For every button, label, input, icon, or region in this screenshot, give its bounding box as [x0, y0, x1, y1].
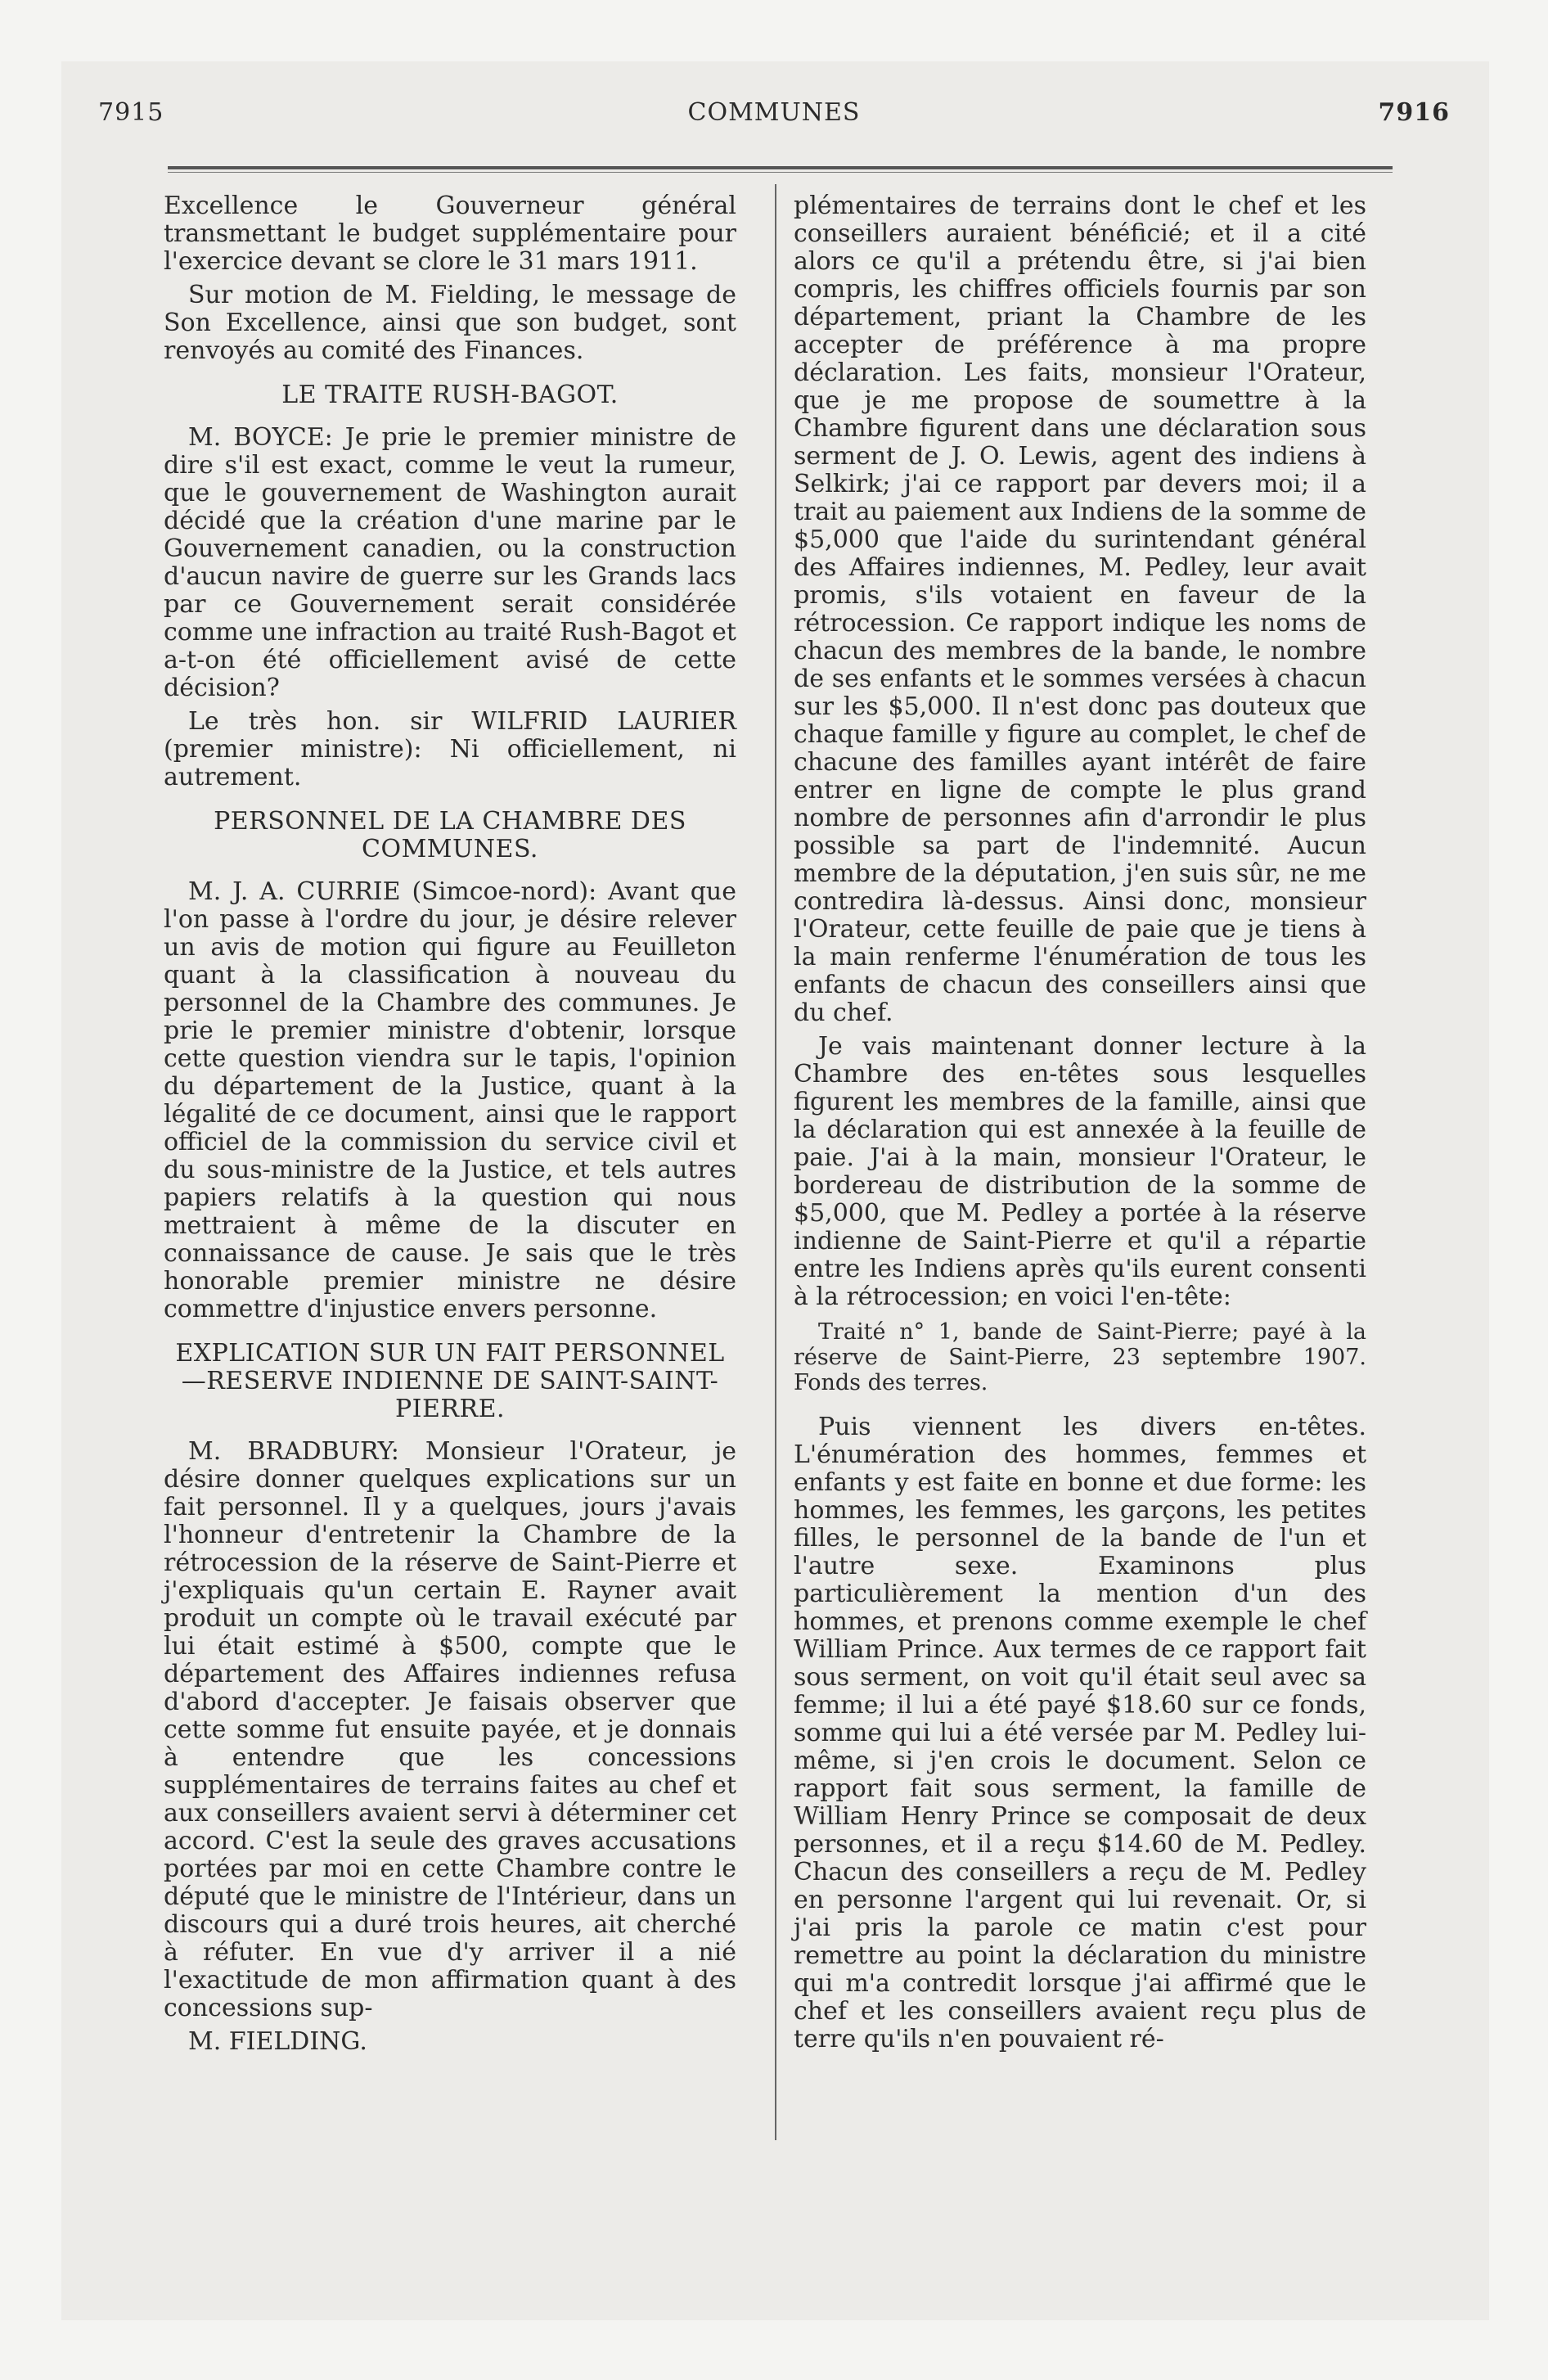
- left-column: [164, 192, 736, 2062]
- right-column: [794, 192, 1366, 2059]
- page-number-right: 7916: [1378, 98, 1450, 127]
- page-header: [98, 98, 1450, 147]
- quoted-header: Traité n° 1, bande de Saint-Pierre; payé à la réserve de Saint-Pierre, 23 septembre 1907. Fonds des terres.: [794, 1319, 1366, 1395]
- paragraph: Je vais maintenant donner lecture à la Chambre des en-têtes sous lesquelles figurent les membres de la famille, ainsi que la déclaration qui est annexée à la feuille de paie. J'ai à la main, monsieur l'Orateur, le bordereau de distribution de la somme de $5,000, que M. Pedley a portée à la réserve indienne de Saint-Pierre et qu'il a répartie entre les Indiens après qu'ils eurent consenti à la rétrocession; en voici l'en-tête:: [794, 1032, 1366, 1311]
- paragraph: plémentaires de terrains dont le chef et les conseillers auraient bénéficié; et il a cité alors ce qu'il a prétendu être, si j'ai bien compris, les chiffres officiels fournis par son département, priant la Chambre de les accepter de préférence à ma propre déclaration. Les faits, monsieur l'Orateur, que je me propose de soumettre à la Chambre figurent dans une déclaration sous serment de J. O. Lewis, agent des indiens à Selkirk; j'ai ce rapport par devers moi; il a trait au paiement aux Indiens de la somme de $5,000 que l'aide du surintendant général des Affaires indiennes, M. Pedley, leur avait promis, s'ils votaient en faveur de la rétrocession. Ce rapport indique les noms de chacun des membres de la bande, le nombre de ses enfants et le sommes versées à chacun sur les $5,000. Il n'est donc pas douteux que chaque famille y figure au complet, le chef de chacune des familles ayant intérêt de faire entrer en ligne de compte le plus grand nombre de personnes afin d'arrondir le plus possible sa part de l'indemnité. Aucun membre de la députation, j'en suis sûr, ne me contredira là-dessus. Ainsi donc, monsieur l'Orateur, cette feuille de paie que je tiens à la main renferme l'énumération de tous les enfants de chacun des conseillers ainsi que du chef.: [794, 192, 1366, 1027]
- section-heading: PERSONNEL DE LA CHAMBRE DES COMMUNES.: [214, 807, 686, 863]
- paragraph: M. BRADBURY: Monsieur l'Orateur, je désire donner quelques explications sur un fait personnel. Il y a quelques, jours j'avais l'honneur d'entretenir la Chambre de la rétrocession de la réserve de Saint-Pierre et j'expliquais qu'un certain E. Rayner avait produit un compte où le travail exécuté par lui était estimé à $500, compte que le département des Affaires indiennes refusa d'abord d'accepter. Je faisais observer que cette somme fut ensuite payée, et je donnais à entendre que les concessions supplémentaires de terrains faites au chef et aux conseillers avaient servi à déterminer cet accord. C'est la seule des graves accusations portées par moi en cette Chambre contre le député que le ministre de l'Intérieur, dans un discours qui a duré trois heures, ait cherché à réfuter. En vue d'y arriver il a nié l'exactitude de mon affirmation quant à des concessions sup-: [164, 1437, 736, 2022]
- section-heading: EXPLICATION SUR UN FAIT PERSONNEL—RESERVE INDIENNE DE SAINT-SAINT-PIERRE.: [175, 1339, 725, 1423]
- paragraph: Puis viennent les divers en-têtes. L'énumération des hommes, femmes et enfants y est faite en bonne et due forme: les hommes, les femmes, les garçons, les petites filles, le personnel de la bande de l'un et l'autre sexe. Examinons plus particulièrement la mention d'un des hommes, et prenons comme exemple le chef William Prince. Aux termes de ce rapport fait sous serment, on voit qu'il était seul avec sa femme; il lui a été payé $18.60 sur ce fonds, somme qui lui a été versée par M. Pedley lui-même, si j'en crois le document. Selon ce rapport fait sous serment, la famille de William Henry Prince se composait de deux personnes, et il a reçu $14.60 de M. Pedley. Chacun des conseillers a reçu de M. Pedley en personne l'argent qui lui revenait. Or, si j'ai pris la parole ce matin c'est pour remettre au point la déclaration du ministre qui m'a contredit lorsque j'ai affirmé que le chef et les conseillers avaient reçu plus de terre qu'ils n'en pouvaient ré-: [794, 1413, 1366, 2053]
- paragraph: M. FIELDING.: [188, 2027, 367, 2056]
- header-rule: [168, 166, 1393, 173]
- paragraph: Le très hon. sir WILFRID LAURIER (premier ministre): Ni officiellement, ni autrement.: [164, 707, 736, 791]
- page-number-left: 7915: [98, 98, 164, 127]
- column-divider: [775, 184, 776, 2140]
- section-heading: LE TRAITE RUSH-BAGOT.: [281, 381, 619, 409]
- running-title: COMMUNES: [687, 98, 861, 127]
- paragraph: M. J. A. CURRIE (Simcoe-nord): Avant que l'on passe à l'ordre du jour, je désire relever un avis de motion qui figure au Feuilleton quant à la classification à nouveau du personnel de la Chambre des communes. Je prie le premier ministre d'obtenir, lorsque cette question viendra sur le tapis, l'opinion du département de la Justice, quant à la légalité de ce document, ainsi que le rapport officiel de la commission du service civil et du sous-ministre de la Justice, et tels autres papiers relatifs à la question qui nous mettraient à même de la discuter en connaissance de cause. Je sais que le très honorable premier ministre ne désire commettre d'injustice envers personne.: [164, 877, 736, 1323]
- paragraph: M. BOYCE: Je prie le premier ministre de dire s'il est exact, comme le veut la rumeur, que le gouvernement de Washington aurait décidé que la création d'une marine par le Gouvernement canadien, ou la construction d'aucun navire de guerre sur les Grands lacs par ce Gouvernement serait considérée comme une infraction au traité Rush-Bagot et a-t-on été officiellement avisé de cette décision?: [164, 423, 736, 702]
- paragraph: Sur motion de M. Fielding, le message de Son Excellence, ainsi que son budget, sont renvoyés au comité des Finances.: [164, 281, 736, 365]
- paragraph: Excellence le Gouverneur général transmettant le budget supplémentaire pour l'exercice devant se clore le 31 mars 1911.: [164, 192, 736, 276]
